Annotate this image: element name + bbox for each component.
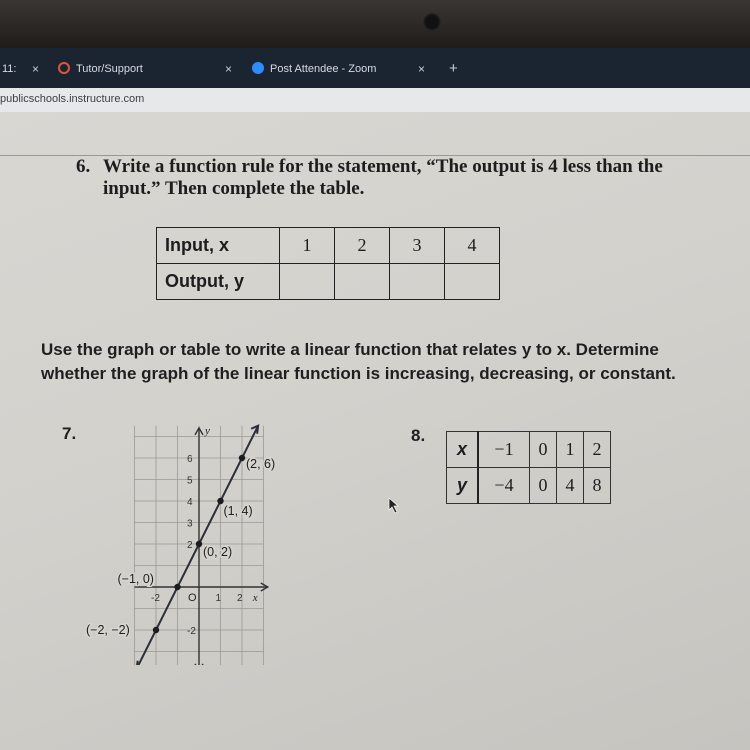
y-axis-label: y <box>205 424 210 437</box>
zoom-icon <box>252 62 264 74</box>
y-tick-label: 4 <box>187 497 193 508</box>
y-cell: 4 <box>557 468 584 504</box>
input-cell: 3 <box>390 228 445 264</box>
y-header: y <box>447 468 479 504</box>
input-cell: 2 <box>335 228 390 264</box>
webcam-icon <box>423 13 441 31</box>
coordinate-graph <box>70 420 290 665</box>
data-point <box>174 584 180 590</box>
point-label: (−1, 0) <box>117 572 154 586</box>
x-tick-label: -2 <box>151 593 160 604</box>
output-cell[interactable] <box>335 264 390 300</box>
x-cell: −1 <box>478 432 530 468</box>
y-cell: −4 <box>478 468 530 504</box>
tutor-support-icon <box>58 62 70 74</box>
new-tab-button[interactable]: + <box>449 60 458 77</box>
tab-close-icon[interactable]: × <box>418 62 426 76</box>
tab-tutor-support[interactable] <box>58 58 143 80</box>
y-tick-label: 3 <box>187 518 193 530</box>
x-cell: 0 <box>530 432 557 468</box>
tab-label: Tutor/Support <box>76 63 143 75</box>
output-header: Output, y <box>157 264 280 300</box>
point-label: (1, 4) <box>223 504 253 518</box>
output-cell[interactable] <box>280 264 335 300</box>
data-point <box>239 455 245 461</box>
origin-label: O <box>188 592 197 604</box>
x-tick-label: 1 <box>215 593 222 604</box>
data-point <box>196 541 202 547</box>
x-cell: 2 <box>584 432 611 468</box>
point-label: (2, 6) <box>246 457 276 471</box>
y-cell: 0 <box>530 468 557 504</box>
x-axis-label: x <box>252 592 258 604</box>
data-point <box>153 627 159 633</box>
tab-label: Post Attendee - Zoom <box>270 63 377 75</box>
input-cell: 1 <box>280 228 335 264</box>
x-cell: 1 <box>557 432 584 468</box>
mouse-cursor-icon <box>388 497 402 515</box>
input-cell: 4 <box>445 228 500 264</box>
instructions: Use the graph or table to write a linear function that relates y to x. Determine whether the graph of the linear function is increasing, decreasing, or constant. <box>41 340 676 383</box>
question-number: 8. <box>411 426 426 445</box>
question-number: 6. <box>76 156 91 177</box>
address-bar[interactable] <box>0 88 750 112</box>
point-label: (−2, −2) <box>86 623 130 637</box>
question-text: Write a function rule for the statement, “The output is 4 less than the input.” Then complete the table. <box>103 156 663 199</box>
url-text: publicschools.instructure.com <box>0 93 145 105</box>
tab-zoom[interactable] <box>252 58 376 80</box>
y-tick-label: 6 <box>187 454 193 465</box>
browser-tab-bar <box>0 48 750 88</box>
x-tick-label: 2 <box>237 593 243 604</box>
question-number: 7. <box>62 424 77 443</box>
function-table <box>156 227 500 300</box>
tab-close-icon[interactable]: × <box>225 62 233 76</box>
point-label: (0, 2) <box>203 545 233 559</box>
xy-table <box>446 431 611 504</box>
tab-partial[interactable]: 11: <box>2 63 17 75</box>
input-header: Input, x <box>157 228 280 264</box>
x-header: x <box>447 432 479 468</box>
y-tick-label: 5 <box>187 475 193 487</box>
y-cell: 8 <box>584 468 611 504</box>
tab-close-icon[interactable]: × <box>32 62 40 76</box>
screen-bezel <box>0 0 750 48</box>
output-cell[interactable] <box>445 264 500 300</box>
y-tick-label: -2 <box>187 626 196 637</box>
y-tick-label: 2 <box>187 540 193 551</box>
output-cell[interactable] <box>390 264 445 300</box>
